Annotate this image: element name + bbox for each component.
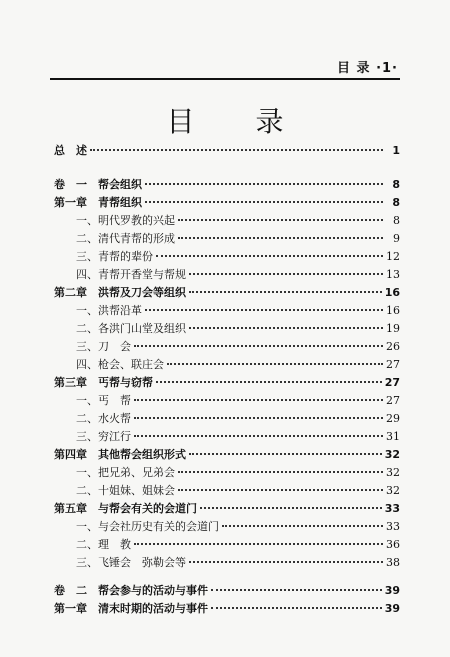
dot-leader — [145, 183, 383, 185]
toc-entry — [54, 176, 400, 194]
toc-entry-label: 一、洪帮沿革 — [76, 304, 142, 317]
toc-entry — [54, 536, 400, 554]
dot-leader — [134, 435, 383, 437]
dot-leader — [167, 363, 383, 365]
toc-entry — [54, 410, 400, 428]
toc-entry-page-number: 33 — [384, 502, 400, 515]
toc-entry — [54, 374, 400, 392]
toc-entry-label: 二、十姐妹、姐妹会 — [76, 484, 175, 497]
toc-entry-page-number: 27 — [386, 358, 400, 371]
toc-entry-page-number: 31 — [386, 430, 400, 443]
toc-entry — [54, 194, 400, 212]
toc-entry — [54, 338, 400, 356]
toc-entry-label: 第一章 清末时期的活动与事件 — [54, 602, 208, 615]
toc-entry-label: 第三章 丐帮与窃帮 — [54, 376, 153, 389]
toc-entry-page-number: 8 — [392, 178, 400, 191]
toc-entry-page-number: 27 — [386, 394, 400, 407]
dot-leader — [178, 237, 383, 239]
dot-leader — [189, 561, 383, 563]
toc-entry — [54, 284, 400, 302]
toc-entry-label: 二、水火帮 — [76, 412, 131, 425]
dot-leader — [211, 607, 382, 609]
dot-leader — [145, 309, 383, 311]
toc-entry-label: 二、清代青帮的形成 — [76, 232, 175, 245]
toc-entry-label: 三、青帮的辈份 — [76, 250, 153, 263]
running-head: 目 录 ·1· — [337, 61, 398, 76]
toc-entry-page-number: 9 — [393, 232, 400, 245]
toc-entry-page-number: 19 — [386, 322, 400, 335]
dot-leader — [145, 201, 383, 203]
toc-entry — [54, 266, 400, 284]
toc-entry-label: 第二章 洪帮及刀会等组织 — [54, 286, 186, 299]
dot-leader — [134, 417, 383, 419]
dot-leader — [134, 543, 383, 545]
toc-entry — [54, 582, 400, 600]
toc-entry-page-number: 32 — [386, 484, 400, 497]
toc-entry — [54, 142, 400, 160]
dot-leader — [178, 489, 383, 491]
toc-entry — [54, 600, 400, 618]
toc-entry-label: 第五章 与帮会有关的会道门 — [54, 502, 197, 515]
toc-entry-label: 三、穷江行 — [76, 430, 131, 443]
dot-leader — [189, 327, 383, 329]
toc-entry-page-number: 16 — [386, 304, 400, 317]
dot-leader — [200, 507, 382, 509]
toc-entry-page-number: 12 — [386, 250, 400, 263]
toc-entry-page-number: 26 — [386, 340, 400, 353]
toc-entry — [54, 482, 400, 500]
dot-leader — [156, 255, 383, 257]
toc-entry-page-number: 8 — [393, 214, 400, 227]
toc-entry — [54, 446, 400, 464]
page-title: 目 录 — [166, 105, 310, 138]
toc-entry — [54, 518, 400, 536]
dot-leader — [211, 589, 382, 591]
toc-entry-page-number: 39 — [384, 602, 400, 615]
toc-entry — [54, 428, 400, 446]
toc-entry-label: 三、刀 会 — [76, 340, 131, 353]
toc-entry-label: 第一章 青帮组织 — [54, 196, 142, 209]
toc-entry-label: 卷 一 帮会组织 — [54, 178, 142, 191]
toc-entry-page-number: 33 — [386, 520, 400, 533]
toc-entry-page-number: 36 — [386, 538, 400, 551]
toc-entry — [54, 500, 400, 518]
toc-entry-page-number: 8 — [392, 196, 400, 209]
toc-entry — [54, 230, 400, 248]
toc-entry-page-number: 1 — [392, 144, 400, 157]
toc-entry — [54, 392, 400, 410]
dot-leader — [222, 525, 383, 527]
toc-entry — [54, 554, 400, 572]
dot-leader — [90, 149, 383, 151]
toc-entry-label: 四、枪会、联庄会 — [76, 358, 164, 371]
toc-entry — [54, 248, 400, 266]
toc-entry — [54, 212, 400, 230]
toc-entry — [54, 464, 400, 482]
toc-entry-label: 一、丐 帮 — [76, 394, 131, 407]
dot-leader — [189, 273, 383, 275]
header-rule — [50, 78, 400, 80]
toc-entry-label: 总 述 — [54, 144, 87, 157]
toc-entry-page-number: 32 — [386, 466, 400, 479]
dot-leader — [178, 219, 383, 221]
toc-entry — [54, 356, 400, 374]
toc-entry-page-number: 39 — [384, 584, 400, 597]
dot-leader — [189, 291, 382, 293]
toc-entry — [54, 320, 400, 338]
dot-leader — [189, 453, 382, 455]
dot-leader — [134, 399, 383, 401]
toc-entry-page-number: 13 — [386, 268, 400, 281]
toc-entry-page-number: 16 — [384, 286, 400, 299]
toc-entry-label: 第四章 其他帮会组织形式 — [54, 448, 186, 461]
toc-entry-label: 一、明代罗教的兴起 — [76, 214, 175, 227]
toc-entry-label: 四、青帮开香堂与帮规 — [76, 268, 186, 281]
dot-leader — [178, 471, 383, 473]
toc-entry-label: 卷 二 帮会参与的活动与事件 — [54, 584, 208, 597]
toc-entry-label: 二、各洪门山堂及组织 — [76, 322, 186, 335]
dot-leader — [134, 345, 383, 347]
toc-entry-page-number: 27 — [384, 376, 400, 389]
toc-entry-page-number: 32 — [384, 448, 400, 461]
toc-entry — [54, 302, 400, 320]
toc-entry-page-number: 29 — [386, 412, 400, 425]
toc-entry-label: 三、飞锤会 弥勒会等 — [76, 556, 186, 569]
toc-entry-label: 一、把兄弟、兄弟会 — [76, 466, 175, 479]
toc-entry-page-number: 38 — [386, 556, 400, 569]
dot-leader — [156, 381, 382, 383]
toc-entry-label: 二、理 教 — [76, 538, 131, 551]
toc-entry-label: 一、与会社历史有关的会道门 — [76, 520, 219, 533]
